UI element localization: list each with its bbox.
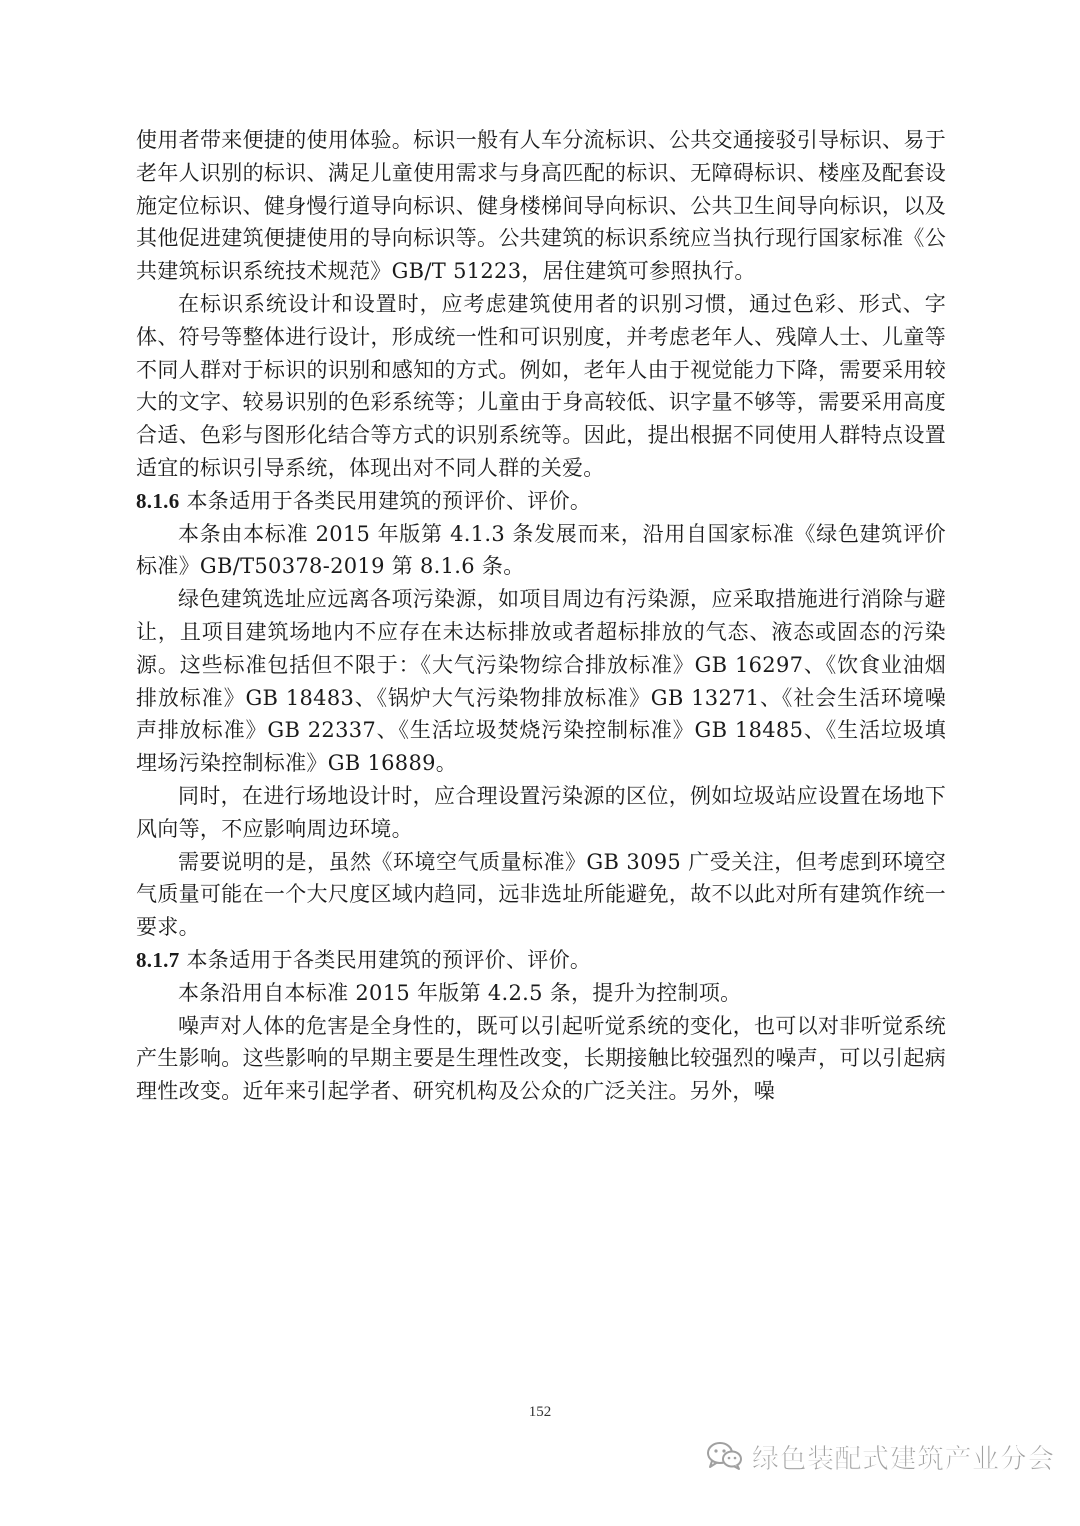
clause-heading-8-1-7 [136,944,946,977]
paragraph-air-quality-note: 需要说明的是，虽然《环境空气质量标准》GB 3095 广受关注，但考虑到环境空气质量可能在一个大尺度区域内趋同，远非选址所能避免，故不以此对所有建筑作统一要求。 [136,849,946,940]
paragraph-pollution-sources: 绿色建筑选址应远离各项污染源，如项目周边有污染源，应采取措施进行消除与避让，且项目建筑场地内不应存在未达标排放或者超标排放的气态、液态或固态的污染源。这些标准包括但不限于：《大气污染物综合排放标准》GB 16297、《饮食业油烟排放标准》GB 18483、《锅炉大气污染物排放标准》GB 13271、《社会生活环境噪声排放标准》GB 22337、《生活垃圾焚烧污染控制标准》GB 18485、《生活垃圾填埋场污染控制标准》GB 16889。 [136,587,946,776]
clause-heading-text: 本条适用于各类民用建筑的预评价、评价。 [179,947,592,972]
clause-number: 8.1.6 [136,488,180,513]
wechat-icon [706,1441,744,1471]
clause-heading-8-1-6 [136,485,946,518]
watermark [706,1436,1055,1476]
paragraph-signage-list: 使用者带来便捷的使用体验。标识一般有人车分流标识、公共交通接驳引导标识、易于老年人识别的标识、满足儿童使用需求与身高匹配的标识、无障碍标识、楼座及配套设施定位标识、健身慢行道导向标识、健身楼梯间导向标识、公共卫生间导向标识，以及其他促进建筑便捷使用的导向标识等。公共建筑的标识系统应当执行现行国家标准《公共建筑标识系统技术规范》GB/T 51223，居住建筑可参照执行。 [136,128,946,284]
paragraph-noise-hazard: 噪声对人体的危害是全身性的，既可以引起听觉系统的变化，也可以对非听觉系统产生影响。这些影响的早期主要是生理性改变，长期接触比较强烈的噪声，可以引起病理性改变。近年来引起学者、研究机构及公众的广泛关注。另外，噪 [136,1013,946,1104]
clause-heading-text: 本条适用于各类民用建筑的预评价、评价。 [179,488,592,513]
document-body [136,124,946,1108]
paragraph-site-design: 同时，在进行场地设计时，应合理设置污染源的区位，例如垃圾站应设置在场地下风向等，不应影响周边环境。 [136,783,946,841]
paragraph-clause-origin: 本条由本标准 2015 年版第 4.1.3 条发展而来，沿用自国家标准《绿色建筑评价标准》GB/T50378-2019 第 8.1.6 条。 [136,521,946,579]
page-number: 152 [528,1404,552,1420]
watermark-text: 绿色装配式建筑产业分会 [752,1443,1055,1475]
paragraph-clause-origin: 本条沿用自本标准 2015 年版第 4.2.5 条，提升为控制项。 [178,980,742,1005]
paragraph-signage-design: 在标识系统设计和设置时，应考虑建筑使用者的识别习惯，通过色彩、形式、字体、符号等整体进行设计，形成统一性和可识别度，并考虑老年人、残障人士、儿童等不同人群对于标识的识别和感知的方式。例如，老年人由于视觉能力下降，需要采用较大的文字、较易识别的色彩系统等；儿童由于身高较低、识字量不够等，需要采用高度合适、色彩与图形化结合等方式的识别系统等。因此，提出根据不同使用人群特点设置适宜的标识引导系统，体现出对不同人群的关爱。 [136,291,946,480]
clause-number: 8.1.7 [136,947,180,972]
